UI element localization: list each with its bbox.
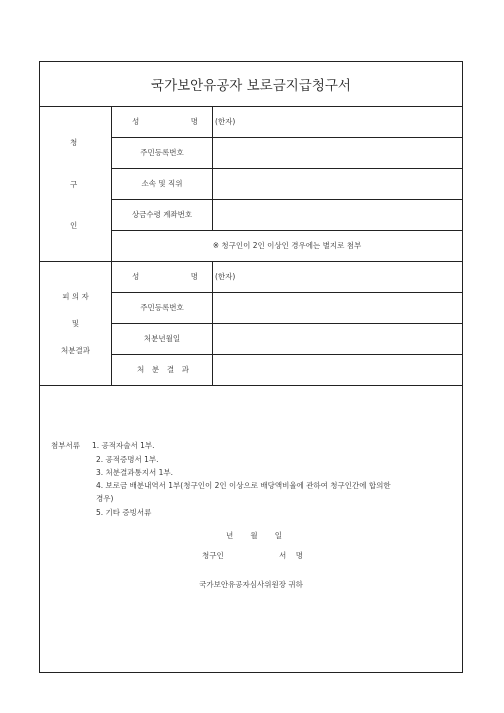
- attachment-item: 4. 보로금 배분내역서 1부(청구인이 2인 이상으로 배당액비율에 관하여 청구인간에 합의한: [96, 481, 391, 490]
- claimant-name-hint: (한자): [215, 117, 236, 126]
- signature-label: 서 명: [279, 551, 303, 560]
- claimant-name-label: 성 명: [132, 117, 198, 126]
- signature-date: 년 월 일: [226, 531, 282, 540]
- honoree-side-line: 피 의 자: [62, 292, 89, 301]
- honoree-side-line: 및: [71, 319, 80, 328]
- honoree-result-label: 처 분 결 과: [137, 365, 189, 374]
- claimant-side-char: 구: [70, 180, 78, 189]
- claimant-side-char: 인: [70, 221, 78, 230]
- honoree-name-label: 성 명: [132, 272, 198, 281]
- claimant-id-label: 주민등록번호: [140, 148, 184, 157]
- row-divider: [111, 323, 462, 324]
- attachment-item: 1. 공적자술서 1부.: [92, 441, 155, 450]
- section-divider: [40, 261, 462, 262]
- honoree-name-hint: (한자): [215, 272, 236, 281]
- row-divider: [111, 354, 462, 355]
- attachment-item: 5. 기타 증빙서류: [96, 508, 152, 517]
- honoree-side-line: 처분결과: [61, 346, 90, 355]
- row-divider: [111, 292, 462, 293]
- addressee: 국가보안유공자심사위원장 귀하: [199, 580, 303, 589]
- honoree-date-label: 처분년월일: [143, 334, 181, 343]
- attachment-item: 2. 공적증명서 1부.: [96, 455, 159, 464]
- claimant-note: ※ 청구인이 2인 이상인 경우에는 별지로 첨부: [212, 241, 362, 250]
- section-divider: [40, 385, 462, 386]
- honoree-id-label: 주민등록번호: [140, 303, 184, 312]
- attachments-label: 첨부서류: [51, 441, 80, 450]
- claimant-affiliation-label: 소속 및 직위: [141, 179, 183, 188]
- form-title: 국가보안유공자 보로금지급청구서: [40, 62, 462, 107]
- claimant-side-char: 청: [70, 138, 78, 147]
- claim-form: [39, 61, 463, 673]
- row-divider: [111, 168, 462, 169]
- row-divider: [111, 137, 462, 138]
- row-divider: [111, 230, 462, 231]
- claimant-bank-label: 상금수령 계좌번호: [131, 210, 193, 219]
- row-divider: [111, 199, 462, 200]
- attachment-item: 경우): [96, 494, 114, 503]
- attachment-item: 3. 처분결과통지서 1부.: [96, 468, 174, 477]
- claimant-sign-label: 청구인: [202, 551, 224, 560]
